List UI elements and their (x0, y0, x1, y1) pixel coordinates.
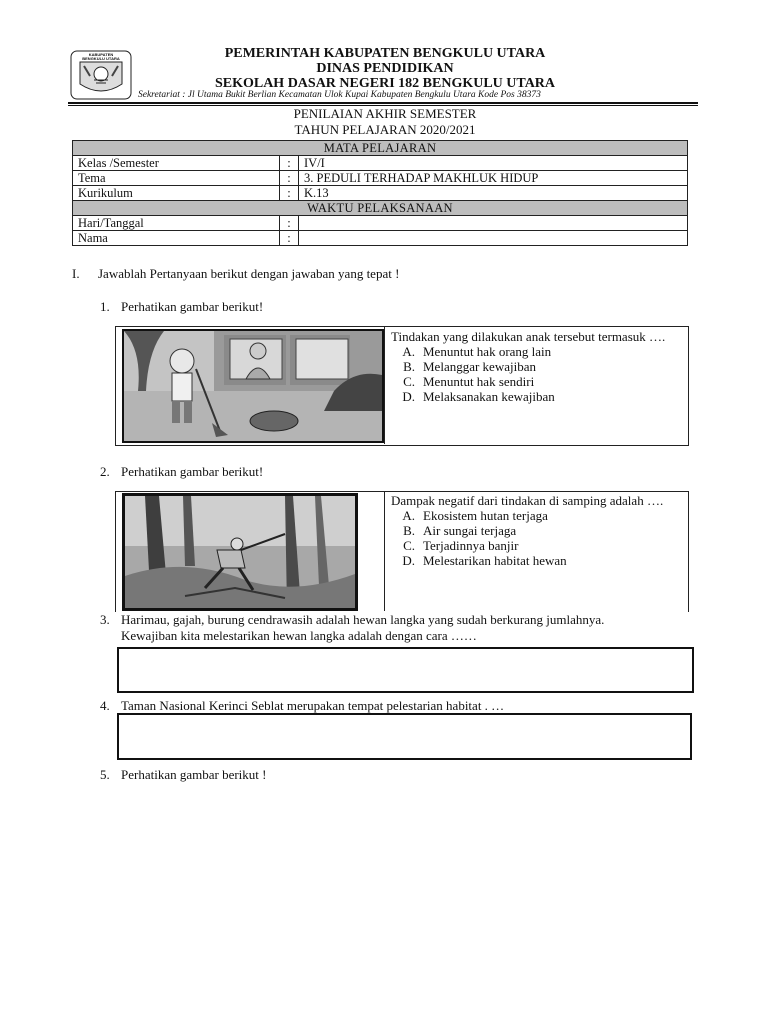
q1-question: Tindakan yang dilakukan anak tersebut termasuk …. (391, 329, 666, 344)
q1-option-b[interactable] (391, 359, 683, 374)
q3-answer-box[interactable] (117, 647, 694, 693)
regency-logo (70, 50, 132, 100)
q2-option-b[interactable] (391, 523, 683, 538)
option-text: Melaksanakan kewajiban (423, 389, 555, 404)
q2-option-c[interactable] (391, 538, 683, 553)
option-text: Menuntut hak sendiri (423, 374, 535, 389)
q1-number: 1. (100, 299, 110, 314)
option-text: Melestarikan habitat hewan (423, 553, 567, 568)
option-letter: D. (402, 389, 415, 404)
q5-text: Perhatikan gambar berikut ! (121, 767, 267, 782)
q1-option-d[interactable] (391, 389, 683, 404)
option-letter: A. (402, 344, 415, 359)
option-letter: D. (402, 553, 415, 568)
date-field[interactable] (299, 216, 688, 231)
q2-question: Dampak negatif dari tindakan di samping adalah …. (391, 493, 664, 508)
row-label: Nama (73, 231, 280, 246)
logo-text: KABUPATEN BENGKULU UTARA (82, 52, 120, 61)
option-text: Ekosistem hutan terjaga (423, 508, 548, 523)
option-text: Menuntut hak orang lain (423, 344, 552, 359)
q1-question-block (391, 329, 683, 404)
option-text: Terjadinnya banjir (423, 538, 519, 553)
q2-number: 2. (100, 464, 110, 479)
row-label: Tema (73, 171, 280, 186)
row-colon: : (280, 231, 299, 246)
row-label: Hari/Tanggal (73, 216, 280, 231)
header-line-3: SEKOLAH DASAR NEGERI 182 BENGKULU UTARA (214, 76, 556, 91)
q3-number: 3. (100, 612, 110, 627)
q1-option-c[interactable] (391, 374, 683, 389)
row-value: K.13 (299, 186, 688, 201)
row-colon: : (280, 156, 299, 171)
row-colon: : (280, 216, 299, 231)
q1-illustration (122, 329, 384, 443)
option-text: Melanggar kewajiban (423, 359, 536, 374)
option-letter: C. (403, 374, 415, 389)
table-row (73, 156, 688, 171)
header-line-2: DINAS PENDIDIKAN (316, 61, 454, 76)
option-letter: B. (403, 359, 415, 374)
exam-title: PENILAIAN AKHIR SEMESTER (293, 106, 477, 121)
q2-illustration (122, 493, 358, 611)
option-letter: B. (403, 523, 415, 538)
q4-text: Taman Nasional Kerinci Seblat merupakan tempat pelestarian habitat . … (121, 698, 505, 713)
q5-number: 5. (100, 767, 110, 782)
row-label: Kelas /Semester (73, 156, 280, 171)
exam-year: TAHUN PELAJARAN 2020/2021 (294, 122, 476, 137)
row-colon: : (280, 171, 299, 186)
row-value: IV/I (299, 156, 688, 171)
table-row (73, 216, 688, 231)
q2-option-a[interactable] (391, 508, 683, 523)
option-letter: C. (403, 538, 415, 553)
section-number: I. (72, 266, 80, 281)
row-label: Kurikulum (73, 186, 280, 201)
q2-text: Perhatikan gambar berikut! (121, 464, 264, 479)
option-letter: A. (402, 508, 415, 523)
header-line-1: PEMERINTAH KABUPATEN BENGKULU UTARA (224, 46, 546, 61)
table-row (73, 231, 688, 246)
band-subject: MATA PELAJARAN (73, 141, 688, 156)
q1-option-a[interactable] (391, 344, 683, 359)
q1-divider (384, 326, 385, 444)
school-address: Sekretariat : Jl Utama Bukit Berlian Kecamatan Ulok Kupai Kabupaten Bengkulu Utara Kode Pos 38373 (138, 90, 541, 100)
band-schedule: WAKTU PELAKSANAAN (73, 201, 688, 216)
q1-text: Perhatikan gambar berikut! (121, 299, 264, 314)
row-colon: : (280, 186, 299, 201)
exam-info-table (72, 140, 688, 246)
q2-option-d[interactable] (391, 553, 683, 568)
q3-line-1: Harimau, gajah, burung cendrawasih adalah hewan langka yang sudah berkurang jumlahnya. (121, 612, 605, 627)
q4-answer-box[interactable] (117, 713, 692, 760)
name-field[interactable] (299, 231, 688, 246)
row-value: 3. PEDULI TERHADAP MAKHLUK HIDUP (299, 171, 688, 186)
q3-line-2: Kewajiban kita melestarikan hewan langka adalah dengan cara …… (121, 628, 477, 643)
q2-divider (384, 491, 385, 611)
header-rule (68, 102, 698, 104)
option-text: Air sungai terjaga (423, 523, 517, 538)
q4-number: 4. (100, 698, 110, 713)
q2-question-block (391, 493, 683, 568)
section-instruction: Jawablah Pertanyaan berikut dengan jawaban yang tepat ! (98, 266, 400, 281)
table-row (73, 186, 688, 201)
table-row (73, 171, 688, 186)
